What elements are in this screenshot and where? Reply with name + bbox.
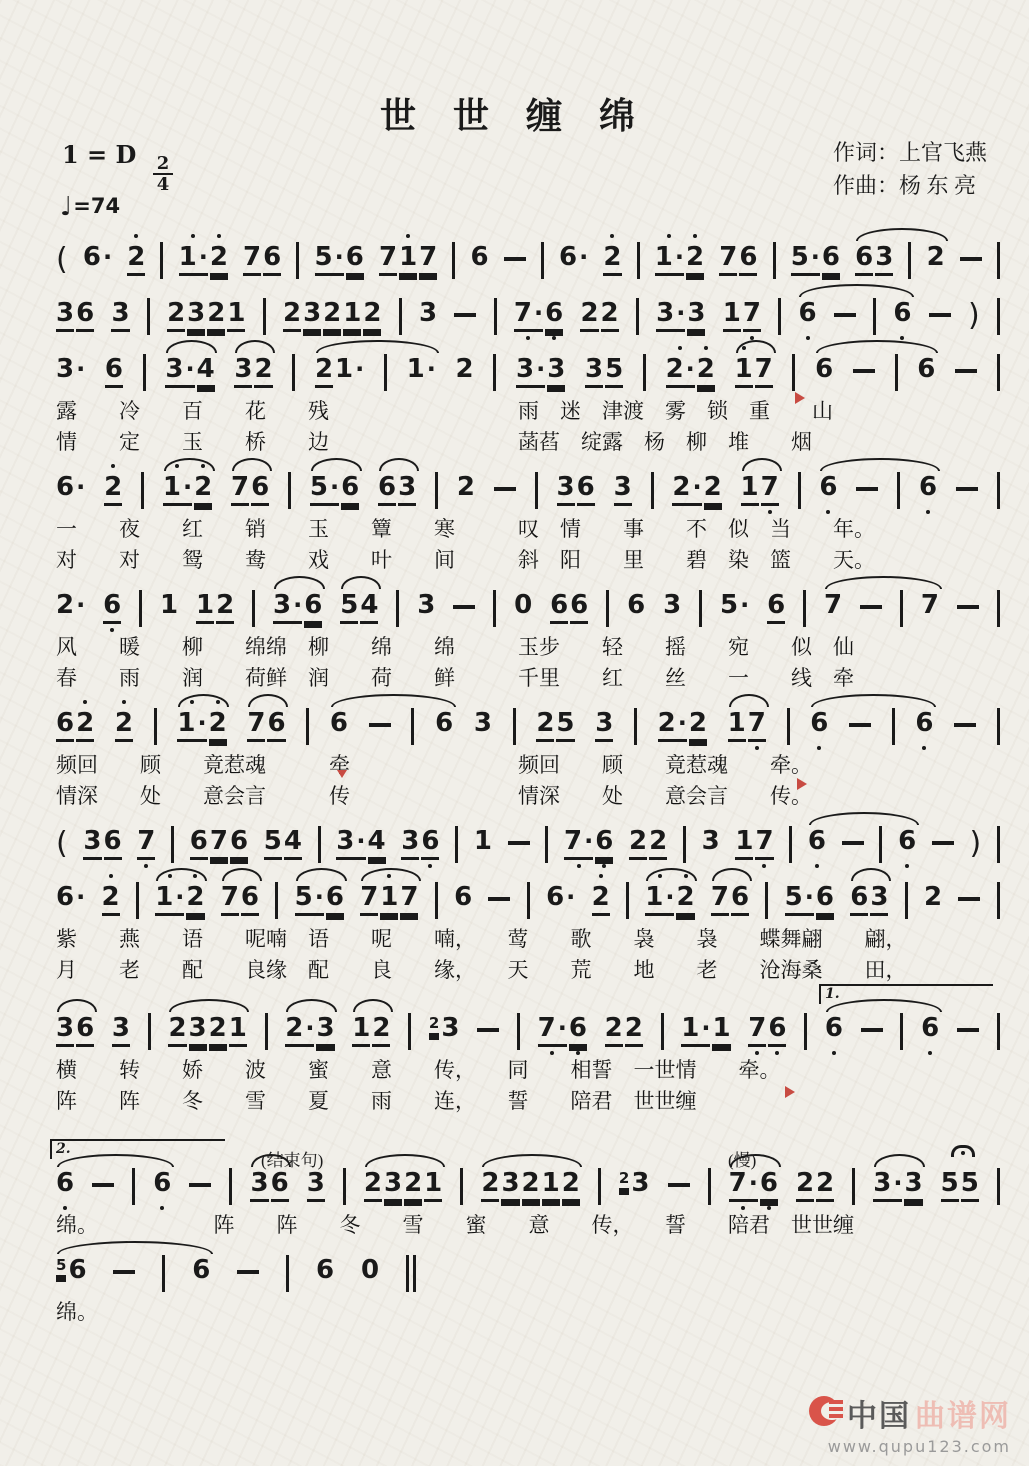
watermark-url: www.qupu123.com [827, 1437, 1011, 1456]
notation-line-7: ( 3 6 7 6 7 6 5 4 3· 4 3 6 1 7· 6 2 2 3 1 7 6 6 ) [56, 826, 1000, 868]
score-line-block [56, 986, 1029, 1117]
time-signature-bottom: 4 [156, 174, 170, 195]
score-header [0, 0, 1029, 228]
lyrics-line: 情深 处 意会言 传 情深 处 意会言 传。 [56, 784, 812, 808]
lyrics-line: 横 转 娇 波 蜜 意 传， 同 相誓 一世情 牵。 [56, 1058, 781, 1082]
red-triangle-marker [785, 1086, 795, 1098]
quarter-note-icon: ♩ [60, 192, 73, 222]
slur-arc [736, 340, 776, 353]
slur-arc [286, 999, 337, 1012]
slur-arc [856, 228, 948, 241]
notation-line-8: 6· 2 1· 2 7 6 5· 6 7 1 7 6 6· 2 1· 2 7 6 5· 6 6 3 2 [56, 882, 1000, 924]
lyrics-line: 风 暖 柳 绵绵 柳 绵 绵 玉步 轻 摇 宛 似 仙 [56, 635, 854, 659]
tempo-marking [60, 192, 120, 222]
slur-arc [851, 868, 891, 881]
time-signature-top: 2 [153, 154, 174, 175]
slur-arc [156, 868, 207, 881]
score-line-block [56, 354, 1029, 458]
slur-arc [248, 694, 288, 707]
score-line-block [56, 472, 1029, 576]
tempo-annotation: (慢) [728, 1151, 757, 1170]
slur-arc [820, 458, 940, 471]
lyrics-line: 绵。 阵 阵 冬 雪 蜜 意 传， 誓 陪君 世世缠 [56, 1213, 854, 1237]
slur-arc [169, 999, 249, 1012]
key-signature [62, 140, 173, 194]
red-triangle-marker [795, 392, 805, 404]
notation-line-5: 2· 6 1 1 2 3· 6 5 4 3 0 6 6 6 3 5· 6 7 7 [56, 590, 1000, 632]
lyrics-line: 紫 燕 语 呢喃 语 呢 喃， 莺 歌 袅 袅 蝶舞翩 翩， [56, 927, 907, 951]
time-signature [153, 154, 174, 194]
slur-arc [274, 576, 325, 589]
slur-arc [341, 576, 381, 589]
slur-arc [235, 340, 275, 353]
slur-arc [379, 458, 419, 471]
slur-arc [311, 458, 362, 471]
slur-arc [178, 694, 229, 707]
notation-line-10: 6 6 3 6 3 2 3 2 1 2 3 2 1 2 2 3 7· 6 2 2 3· 3 5 5 2. [56, 1168, 1000, 1210]
qupu-logo-icon [809, 1396, 843, 1430]
slur-arc [799, 284, 914, 297]
score-lines [0, 228, 1029, 1328]
score-line-block [56, 1255, 1029, 1328]
notation-line-1: ( 6· 2 1· 2 7 6 5· 6 7 1 7 6 6· 2 1· 2 7 6 5· 6 6 3 2 [56, 242, 1000, 284]
composer-credit: 作曲：杨 东 亮 [832, 173, 976, 198]
song-title: 世 世 缠 绵 [379, 96, 649, 136]
slur-arc [729, 694, 769, 707]
score-line-block [56, 1141, 1029, 1241]
slur-arc [232, 458, 272, 471]
score-line-block [56, 242, 1029, 284]
notation-line-3: 3· 6 3· 4 3 2 2 1· 1· 2 3· 3 3 5 2· 2 1 7 6 6 [56, 354, 1000, 396]
volta-bracket: 2. [50, 1139, 225, 1159]
slur-arc [164, 458, 215, 471]
slur-arc [57, 999, 97, 1012]
lyrics-line: 频回 顾 竟惹魂 牵 频回 顾 竟惹魂 牵。 [56, 753, 812, 777]
slur-arc [166, 340, 217, 353]
watermark-brand-light: 曲谱网 [915, 1400, 1011, 1433]
slur-arc [57, 1241, 213, 1254]
slur-arc [825, 576, 942, 589]
notation-line-2: 3 6 3 2 3 2 1 2 3 2 1 2 3 7· 6 2 2 3· 3 1 7 6 6 ) [56, 298, 1000, 340]
lyrics-line: 月 老 配 良缘 配 良 缘， 天 荒 地 老 沧海桑 田， [56, 958, 907, 982]
slur-arc [361, 868, 421, 881]
lyrics-line: 绵。 [56, 1300, 98, 1324]
slur-arc [296, 868, 347, 881]
notation-line-9: 3 6 3 2 3 2 1 2· 3 1 2 2 3 7· 6 2 2 1· 1 7 6 6 6 1. [56, 1013, 1000, 1055]
score-line-block [56, 298, 1029, 340]
notation-line-11: 5 6 6 6 0 [56, 1255, 416, 1297]
slur-arc [222, 868, 262, 881]
score-line-block [56, 708, 1029, 812]
lyrics-line: 对 对 鸳 鸯 戏 叶 间 斜 阳 里 碧 染 篮 天。 [56, 548, 875, 572]
lyrics-line: 春 雨 润 荷鲜 润 荷 鲜 千里 红 丝 一 线 牵 [56, 666, 854, 690]
tempo-annotation: (结束句) [261, 1151, 324, 1170]
slur-arc [809, 812, 919, 825]
lyrics-line: 阵 阵 冬 雪 夏 雨 连， 誓 陪君 世世缠 [56, 1089, 697, 1113]
notation-line-4: 6· 2 1· 2 7 6 5· 6 6 3 2 3 6 3 2· 2 1 7 6 6 [56, 472, 1000, 514]
slur-arc [353, 999, 393, 1012]
slur-arc [646, 868, 697, 881]
lyrics-line: 露 冷 百 花 残 雨 迷 津渡 雾 锁 重 山 [56, 399, 833, 423]
credits [833, 136, 987, 202]
score-line-block [56, 882, 1029, 986]
lyricist-credit: 作词：上官飞燕 [832, 140, 987, 165]
slur-arc [811, 694, 936, 707]
notation-line-6: 6 2 2 1· 2 7 6 6 6 3 2 5 3 2· 2 1 7 6 6 [56, 708, 1000, 750]
watermark [809, 1391, 1011, 1456]
slur-arc [712, 868, 752, 881]
score-line-block [56, 590, 1029, 694]
slur-arc [331, 694, 456, 707]
lyrics-line: 一 夜 红 销 玉 簟 寒 叹 情 事 不 似 当 年。 [56, 517, 875, 541]
lyrics-line: 情 定 玉 桥 边 菡萏 绽露 杨 柳 堆 烟 [56, 430, 812, 454]
volta-bracket: 1. [819, 984, 993, 1004]
watermark-brand-dark: 中国 [847, 1400, 911, 1433]
slur-arc [742, 458, 782, 471]
slur-arc [316, 340, 439, 353]
slur-arc [816, 340, 938, 353]
key-label: 1 = D [62, 140, 137, 169]
red-triangle-marker [337, 770, 347, 778]
tempo-value: =74 [73, 194, 121, 218]
red-triangle-marker [797, 778, 807, 790]
score-line-block [56, 826, 1029, 868]
